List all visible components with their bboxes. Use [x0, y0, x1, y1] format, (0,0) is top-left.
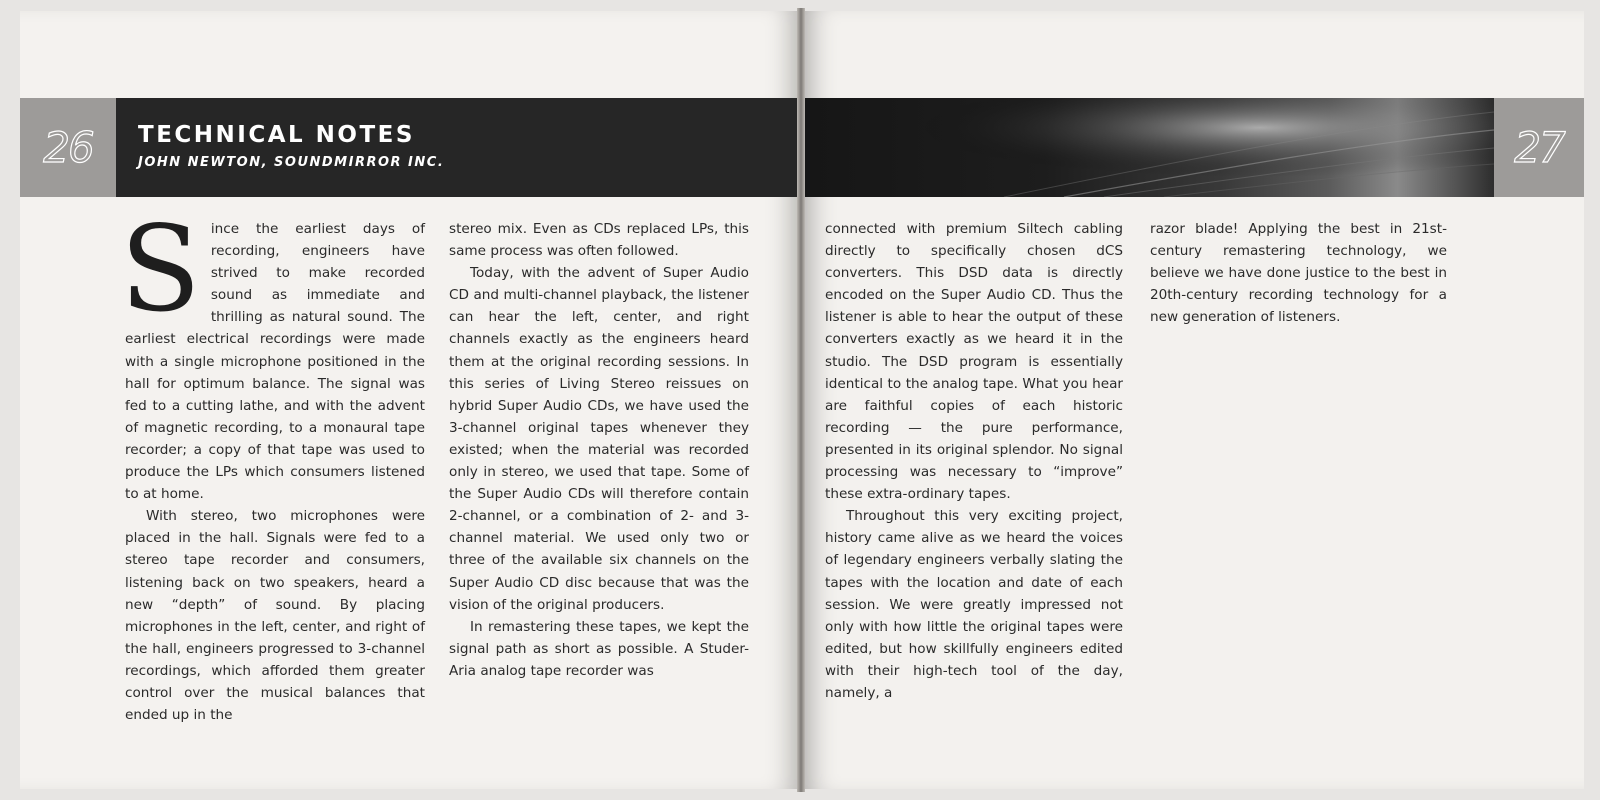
book-spine: [797, 8, 805, 792]
paragraph: With stereo, two microphones were placed in the hall. Signals were fed to a stereo tape recorder and consumers, listening back on two speakers, heard a new “depth” of sound. By placing microphones in the left, center, and right of the hall, engineers progressed to 3-channel recordings, which afforded them greater control over the musical balances that ended up in the: [125, 508, 425, 724]
header-band: [116, 98, 798, 197]
paragraph: In remastering these tapes, we kept the signal path as short as possible. A Studer-Aria analog tape recorder was: [449, 618, 749, 679]
paragraph: [120, 200, 425, 505]
drop-cap: S: [120, 200, 201, 338]
header-photo-band: [804, 98, 1494, 197]
paragraph-text: ince the earliest days of recording, engineers have strived to make recorded sound as immediate and thrilling as natural sound. The earliest electrical recordings were made with a single microphone positioned in the hall for optimum balance. The signal was fed to a cutting lathe, and with the advent of magnetic recording, to a monaural tape recorder; a copy of that tape was used to produce the LPs which consumers listened to at home.: [125, 221, 425, 503]
page-number-box: [1494, 98, 1584, 197]
page-number: 27: [1514, 123, 1564, 172]
text-column-1: [120, 200, 425, 726]
author-byline: JOHN NEWTON, SOUNDMIRROR INC.: [138, 155, 445, 170]
vinyl-record-photo: [804, 98, 1494, 197]
paragraph: Today, with the advent of Super Audio CD and multi-channel playback, the listener can hear the left, center, and right channels exactly as the engineers heard them at the original recording sessions. In this series of Living Stereo reissues on hybrid Super Audio CDs, we have used the 3-channel original tapes whenever they existed; when the material was recorded only in stereo, we used that tape. Some of the Super Audio CDs will therefore contain 2-channel, or a combination of 2- and 3-channel material. We used only two or three of the available six channels on the Super Audio CD disc because that was the vision of the original producers.: [449, 265, 749, 613]
page-number: 26: [43, 123, 93, 172]
paragraph: stereo mix. Even as CDs replaced LPs, this same process was often followed.: [449, 221, 749, 260]
right-page: [804, 11, 1584, 789]
section-title: TECHNICAL NOTES: [138, 122, 415, 148]
paragraph: razor blade! Applying the best in 21st-century remastering technology, we believe we have done justice to the best in 20th-century recording technology for a new generation of listeners.: [1150, 221, 1447, 326]
text-column-3: [825, 218, 1123, 704]
paragraph: Throughout this very exciting project, history came alive as we heard the voices of legendary engineers verbally slating the tapes with the location and date of each session. We were greatly impressed not only with how little the original tapes were edited, but how skillfully engineers edited with their high-tech tool of the day, namely, a: [825, 508, 1123, 701]
text-column-4: [1150, 218, 1447, 328]
page-number-box: [20, 98, 116, 197]
left-page: [20, 11, 798, 789]
text-column-2: [449, 218, 749, 682]
paragraph: connected with premium Siltech cabling directly to specifically chosen dCS converters. This DSD data is directly encoded on the Super Audio CD. Thus the listener is able to hear the output of these converters exactly as we heard it in the studio. The DSD program is essentially identical to the analog tape. What you hear are faithful copies of each historic recording — the pure performance, presented in its original splendor. No signal processing was necessary to “improve” these extra-ordinary tapes.: [825, 221, 1123, 503]
